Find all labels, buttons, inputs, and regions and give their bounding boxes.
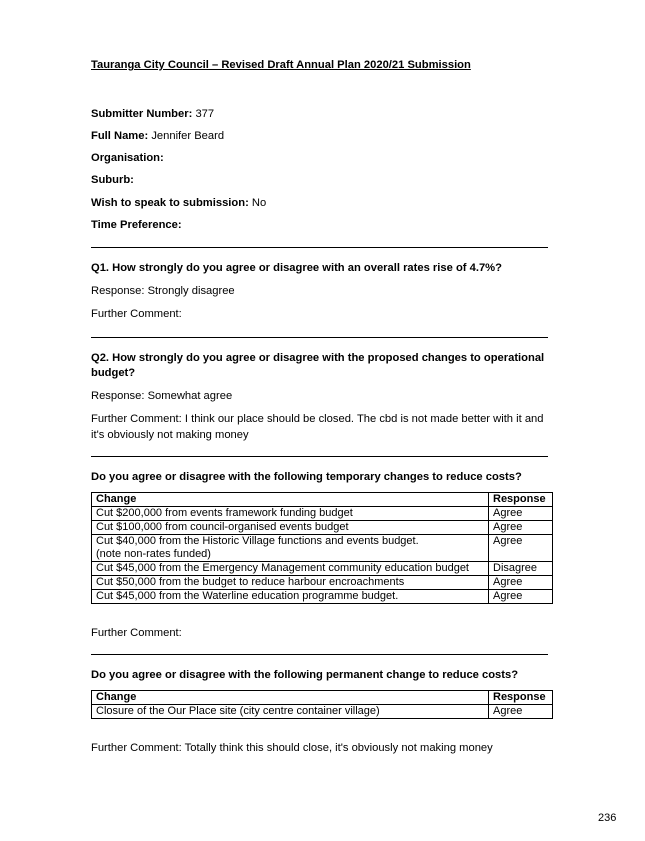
temp-question: Do you agree or disagree with the following temporary changes to reduce costs? [91, 470, 522, 483]
q2-question: Q2. How strongly do you agree or disagree with the proposed changes to operational budget? [91, 352, 545, 380]
table-row [92, 534, 553, 561]
temp-comment: Further Comment: [91, 626, 182, 639]
submitter-fields [91, 107, 556, 233]
response-cell: Agree [489, 534, 553, 561]
response-cell: Agree [489, 520, 553, 534]
header-change: Change [92, 690, 489, 704]
q2-response: Response: Somewhat agree [91, 390, 233, 403]
q1-question: Q1. How strongly do you agree or disagree with an overall rates rise of 4.7%? [91, 261, 502, 274]
divider [91, 247, 548, 248]
change-cell: Cut $45,000 from the Emergency Management community education budget [92, 561, 489, 575]
perm-question: Do you agree or disagree with the following permanent change to reduce costs? [91, 668, 519, 681]
change-cell: Closure of the Our Place site (city centre container village) [92, 704, 489, 718]
temporary-changes-table [91, 492, 553, 604]
change-cell: Cut $200,000 from events framework funding budget [92, 506, 489, 520]
table-header-row [92, 690, 553, 704]
table-row [92, 589, 553, 603]
table-row [92, 561, 553, 575]
table-header-row [92, 492, 553, 506]
field-full-name: Full Name: Jennifer Beard [91, 130, 225, 143]
divider [91, 337, 548, 338]
table-row [92, 506, 553, 520]
divider [91, 654, 548, 655]
table-row [92, 520, 553, 534]
change-note: (note non-rates funded) [96, 547, 211, 560]
document-page [91, 58, 556, 756]
q2-comment: Further Comment: I think our place should be closed. The cbd is not made better with it and it's obviously not making money [91, 413, 544, 441]
divider [91, 456, 548, 457]
response-cell: Agree [489, 506, 553, 520]
response-cell: Agree [489, 589, 553, 603]
field-suburb: Suburb: [91, 174, 134, 187]
header-response: Response [489, 690, 553, 704]
field-time-preference: Time Preference: [91, 218, 182, 231]
q1-response: Response: Strongly disagree [91, 284, 235, 297]
header-change: Change [92, 492, 489, 506]
change-cell: Cut $50,000 from the budget to reduce harbour encroachments [92, 575, 489, 589]
table-row [92, 704, 553, 718]
permanent-change-table [91, 690, 553, 719]
change-line: Cut $40,000 from the Historic Village functions and events budget. [96, 534, 419, 547]
change-cell: Cut $100,000 from council-organised events budget [92, 520, 489, 534]
document-title: Tauranga City Council – Revised Draft Annual Plan 2020/21 Submission [91, 59, 471, 71]
field-submitter-number: Submitter Number: 377 [91, 108, 215, 121]
table-row [92, 575, 553, 589]
field-wish-to-speak: Wish to speak to submission: No [91, 196, 267, 209]
response-cell: Agree [489, 704, 553, 718]
perm-comment: Further Comment: Totally think this should close, it's obviously not making money [91, 741, 493, 754]
field-organisation: Organisation: [91, 152, 164, 165]
header-response: Response [489, 492, 553, 506]
page-number: 236 [598, 812, 617, 824]
response-cell: Agree [489, 575, 553, 589]
q1-comment: Further Comment: [91, 307, 182, 320]
change-cell: Cut $45,000 from the Waterline education programme budget. [92, 589, 489, 603]
change-cell [92, 534, 489, 561]
response-cell: Disagree [489, 561, 553, 575]
